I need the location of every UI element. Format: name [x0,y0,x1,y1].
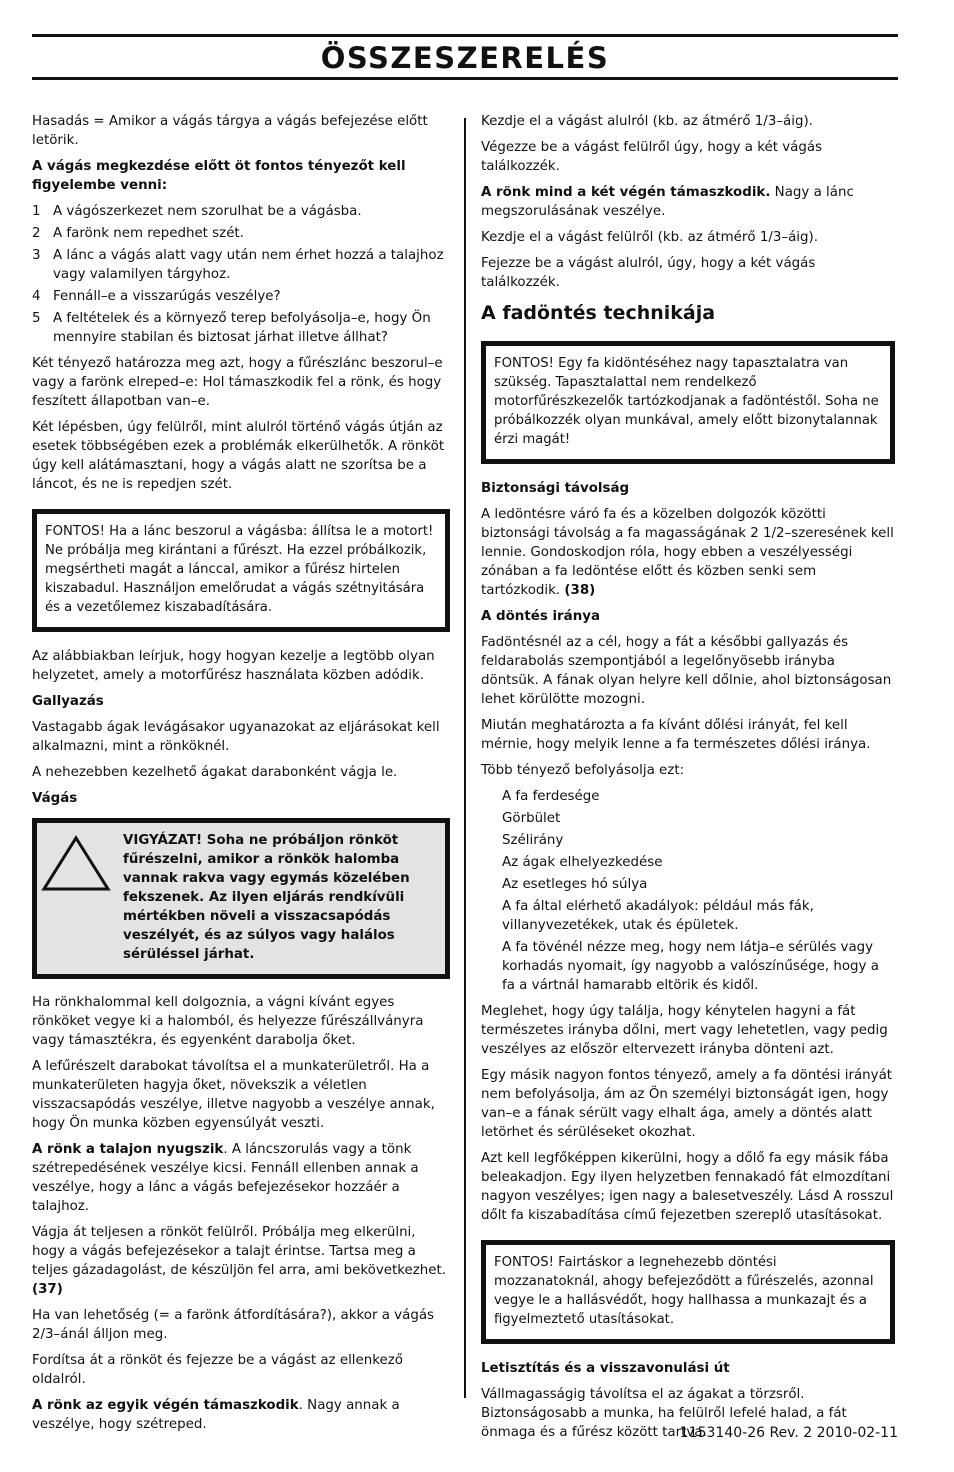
warning-triangle-icon [37,831,123,964]
paragraph: Kezdje el a vágást felülről (kb. az átmérő 1/3–áig). [481,230,818,245]
paragraph: Fadöntésnél az a cél, hogy a fát a későbbi gallyazás és feldarabolás szempontjából a legelőnyösebb irányba döntsük. A fának olyan helyre kell dőlnie, ahol biztonságosan lehet körülötte mozogni. [481,635,892,707]
warning-box [32,818,450,979]
factors-heading: A vágás megkezdése előtt öt fontos tényezőt kell figyelembe venni: [32,159,406,193]
list-item: 3 A lánc a vágás alatt vagy után nem érhet hozzá a talajhoz vagy valamilyen tárgyhoz. [32,248,444,282]
page-title: ÖSSZESZERELÉS [320,41,610,75]
paragraph: A ledöntésre váró fa és a közelben dolgozók közötti biztonsági távolság a fa magasságának 2 1/2–szeresének kell lennie. Gondoskodjon róla, hogy ebben a veszélyességi zónában a fa ledöntése előtt és közben senki sem tartózkodik. (38) [481,507,894,598]
important-box: FONTOS! Ha a lánc beszorul a vágásba: állítsa le a motort! Ne próbálja meg kirántani a fűrészt. Ha ezzel próbálkozik, megsértheti magát a lánccal, amikor a fűrész hirtelen kiszabadul. Használjon emelőrudat a vágás szétnyitására és a vezetőlemez kiszabadítására. [32,509,450,632]
list-item: Az esetleges hó súlya [502,877,648,892]
paragraph: A rönk a talajon nyugszik. A láncszorulás vagy a tönk szétrepedésének veszélye kicsi. Fennáll ellenben annak a veszélye, hogy a lánc a vágás befejezésekor hozzáér a talajhoz. [32,1142,419,1214]
document-id: 1153140-26 Rev. 2 2010-02-11 [679,1425,898,1441]
paragraph: A rönk mind a két végén támaszkodik. Nagy a lánc megszorulásának veszélye. [481,185,854,219]
section-heading-biztonsagi: Biztonsági távolság [481,481,630,496]
list-item: A fa által elérhető akadályok: például más fák, villanyvezetékek, utak és épületek. [502,899,814,933]
factor-list [481,787,895,995]
left-column [32,112,450,1441]
column-divider [464,118,466,1398]
paragraph: Az alábbiakban leírjuk, hogy hogyan kezelje a legtöbb olyan helyzetet, amely a motorfűrész használata közben adódik. [32,649,435,683]
paragraph: Két lépésben, úgy felülről, mint alulról történő vágás útján az esetek többségében ezek a problémák elkerülhetők. A rönköt úgy kell alátámasztani, hogy a vágás alatt ne szorítsa be a láncot, és ne is repedjen szét. [32,420,445,492]
paragraph: Ha rönkhalommal kell dolgoznia, a vágni kívánt egyes rönköket vegye ki a halomból, és helyezze fűrészállványra vagy támasztékra, és egyenként darabolja őket. [32,995,424,1048]
list-item: 1 A vágószerkezet nem szorulhat be a vágásba. [32,204,362,219]
right-column [481,112,895,1449]
page-header [32,34,898,80]
paragraph: Miután meghatározta a fa kívánt dőlési irányát, fel kell mérnie, hogy melyik lenne a fa természetes dőlési iránya. [481,718,871,752]
paragraph: Azt kell legfőképpen kikerülni, hogy a dőlő fa egy másik fába beleakadjon. Egy ilyen helyzetben fennakadó fát elmozdítani nagyon veszélyes; igen nagy a balesetveszély. Lásd A rosszul dőlt fa kiszabadítása című fejezetben szereplő utasításokat. [481,1151,894,1223]
list-item: Az ágak elhelyezkedése [502,855,663,870]
list-item: 2 A farönk nem repedhet szét. [32,226,244,241]
figure-ref: (37) [32,1282,63,1297]
list-item: A fa tövénél nézze meg, hogy nem látja–e sérülés vagy korhadás nyomait, így nagyobb a valószínűsége, hogy a fa a vártnál hamarabb eltörik és kidől. [502,940,879,993]
paragraph: Két tényező határozza meg azt, hogy a fűrészlánc beszorul–e vagy a farönk elreped–e: Hol támaszkodik fel a rönk, és hogy feszített állapotban van–e. [32,356,443,409]
paragraph: Végezze be a vágást felülről úgy, hogy a két vágás találkozzék. [481,140,823,174]
warning-text: VIGYÁZAT! Soha ne próbáljon rönköt fűrészelni, amikor a rönkök halomba vannak rakva vagy egymás közelében fekszenek. Az ilyen eljárás rendkívüli mértékben növeli a visszacsapódás veszélyét, és az súlyos vagy halálos sérüléssel járhat. [123,833,410,962]
paragraph: Vastagabb ágak levágásakor ugyanazokat az eljárásokat kell alkalmazni, mint a rönköknél. [32,720,440,754]
paragraph: A lefűrészelt darabokat távolítsa el a munkaterületről. Ha a munkaterületen hagyja őket, növekszik a véletlen visszacsapódás veszélye, illetve nagyobb a veszélye annak, hogy Ön munka közben egyensúlyát veszti. [32,1059,435,1131]
paragraph: Fejezze be a vágást alulról, úgy, hogy a két vágás találkozzék. [481,256,816,290]
paragraph: Meglehet, hogy úgy találja, hogy kénytelen hagyni a fát természetes irányba dőlni, mert vagy lehetetlen, vagy pedig veszélyes az először eltervezett irányba dönteni azt. [481,1004,888,1057]
paragraph: A nehezebben kezelhető ágakat darabonként vágja le. [32,765,398,780]
paragraph: Ha van lehetőség (= a farönk átfordítására?), akkor a vágás 2/3–ánál álljon meg. [32,1308,434,1342]
list-item: Szélirány [502,833,564,848]
paragraph: Hasadás = Amikor a vágás tárgya a vágás befejezése előtt letörik. [32,114,428,148]
paragraph: Egy másik nagyon fontos tényező, amely a fa döntési irányát nem befolyásolja, ám az Ön személyi biztonságát igen, hogy van–e a fának sérült vagy elhalt ága, amely a döntés alatt letörhet és sérüléseket okozhat. [481,1068,893,1140]
list-item: Görbület [502,811,561,826]
paragraph: Fordítsa át a rönköt és fejezze be a vágást az ellenkező oldalról. [32,1353,403,1387]
paragraph: Több tényező befolyásolja ezt: [481,763,685,778]
section-heading-iranya: A döntés iránya [481,609,600,624]
section-heading-letisztitas: Letisztítás és a visszavonulási út [481,1361,730,1376]
important-box: FONTOS! Fairtáskor a legnehezebb döntési mozzanatoknál, ahogy befejeződött a fűrészelés, azonnal vegye le a hallásvédőt, hogy hallhassa a munkazajt és a figyelmeztető utasításokat. [481,1240,895,1344]
list-item: 5 A feltételek és a környező terep befolyásolja–e, hogy Ön mennyire stabilan és biztosat járhat illetve állhat? [32,311,431,345]
list-item: A fa ferdesége [502,789,600,804]
paragraph: A rönk az egyik végén támaszkodik. Nagy annak a veszélye, hogy szétreped. [32,1398,400,1432]
section-title: A fadöntés technikája [481,302,716,324]
important-box: FONTOS! Egy fa kidöntéséhez nagy tapasztalatra van szükség. Tapasztalattal nem rendelkező motorfűrészkezelők tartózkodjanak a fadöntéstől. Soha ne próbálkozzék olyan munkával, amely előtt bizonytalannak érzi magát! [481,341,895,464]
section-heading-vagas: Vágás [32,791,78,806]
factors-list [32,202,450,347]
paragraph: Vágja át teljesen a rönköt felülről. Próbálja meg elkerülni, hogy a vágás befejezésekor a talajt érintse. Tartsa meg a teljes gázadagolást, de készüljön fel arra, ami bekövetkezhet. (37) [32,1225,447,1297]
list-item: 4 Fennáll–e a visszarúgás veszélye? [32,289,281,304]
figure-ref: (38) [564,583,596,598]
paragraph: Vállmagasságig távolítsa el az ágakat a törzsről. Biztonságosabb a munka, ha felülről lefelé halad, a fát önmaga és a fűrész között tartva. [481,1387,847,1440]
section-heading-gallyazas: Gallyazás [32,694,104,709]
paragraph: Kezdje el a vágást alulról (kb. az átmérő 1/3–áig). [481,114,813,129]
